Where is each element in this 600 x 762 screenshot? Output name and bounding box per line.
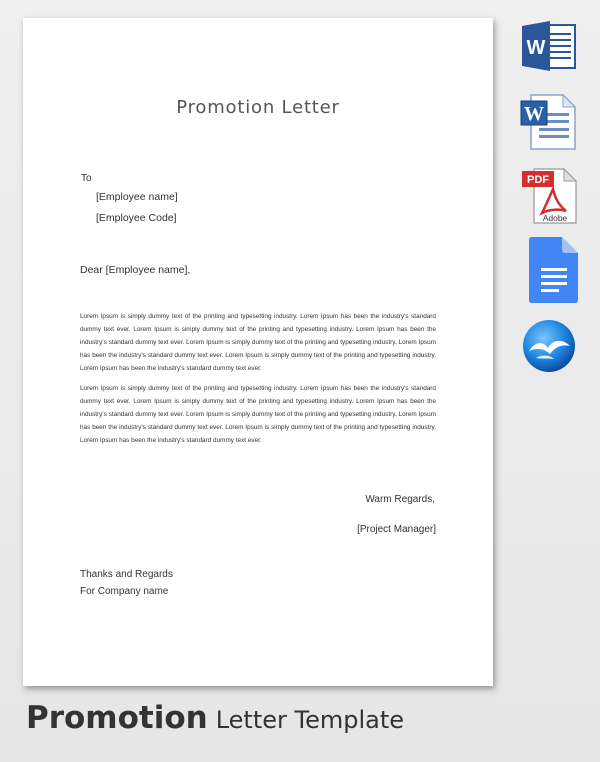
adobe-label: Adobe: [542, 213, 568, 223]
body-paragraph-2: Lorem Ipsum is simply dummy text of the printing and typesetting industry. Lorem Ipsum has been the industry's standard dummy text ever. Lorem Ipsum is simply dummy text of the printing and typesetting industry. Lorem Ipsum has been the industry's standard dummy text ever. Lorem Ipsum is simply dummy text of the printing and typesetting industry. Lorem Ipsum has been the industry's standard dummy text ever. Lorem Ipsum is simply dummy text of the printing and typesetting industry. Lorem Ipsum has been the industry's standard dummy text ever.: [80, 385, 436, 444]
microsoft-word-icon[interactable]: [520, 20, 578, 72]
signatory-placeholder: [Project Manager]: [357, 524, 436, 535]
template-caption: [26, 700, 404, 736]
word-letter: W: [526, 37, 546, 59]
google-docs-icon[interactable]: [528, 236, 580, 304]
salutation: Dear [Employee name],: [80, 264, 191, 276]
employee-code-placeholder: [Employee Code]: [96, 212, 177, 224]
adobe-pdf-icon[interactable]: [522, 167, 582, 225]
doc-letter: W: [524, 103, 544, 125]
company-name-placeholder: For Company name: [80, 586, 169, 597]
caption-bold: Promotion: [26, 700, 208, 736]
openoffice-icon[interactable]: [520, 318, 578, 374]
to-label: To: [81, 173, 92, 184]
employee-name-placeholder: [Employee name]: [96, 191, 178, 203]
thanks-text: Thanks and Regards: [80, 569, 173, 580]
word-document-icon[interactable]: [519, 93, 581, 151]
letter-title: Promotion Letter: [176, 97, 340, 118]
pdf-badge: PDF: [527, 174, 549, 186]
closing-text: Warm Regards,: [365, 494, 435, 505]
caption-rest: Letter Template: [215, 706, 405, 734]
body-paragraph-1: Lorem Ipsum is simply dummy text of the printing and typesetting industry. Lorem Ipsum has been the industry's standard dummy text ever. Lorem Ipsum is simply dummy text of the printing and typesetting industry. Lorem Ipsum has been the industry's standard dummy text ever. Lorem Ipsum is simply dummy text of the printing and typesetting industry. Lorem Ipsum has been the industry's standard dummy text ever. Lorem Ipsum is simply dummy text of the printing and typesetting industry. Lorem Ipsum has been the industry's standard dummy text ever.: [80, 313, 436, 372]
letter-page: [23, 18, 493, 686]
